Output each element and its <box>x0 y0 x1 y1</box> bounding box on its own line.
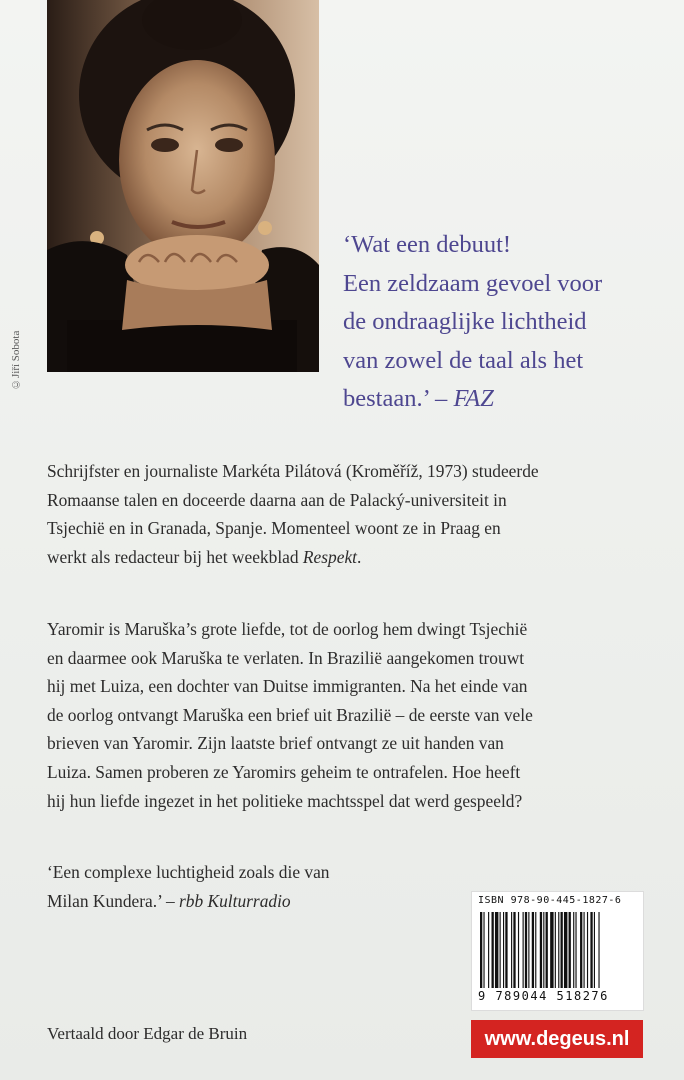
barcode-bar <box>495 912 498 988</box>
author-portrait-illustration <box>47 0 319 372</box>
barcode-bar <box>532 912 534 988</box>
summary-line: brieven van Yaromir. Zijn laatste brief ontvangt ze uit handen van <box>47 733 504 754</box>
barcode-bar <box>590 912 592 988</box>
barcode-bar <box>546 912 548 988</box>
quote-line: ‘Wat een debuut! <box>343 231 512 258</box>
barcode-bar <box>573 912 574 988</box>
bio-line <box>47 543 667 572</box>
barcode-bar <box>523 912 524 988</box>
quote-source: FAZ <box>453 385 494 412</box>
quote-line: van zowel de taal als het <box>343 346 584 374</box>
barcode-bar <box>518 912 519 988</box>
review-source: rbb Kulturradio <box>179 890 291 911</box>
barcode-bar <box>564 912 567 988</box>
summary-line: hij met Luiza, een dochter van Duitse immigranten. Na het einde van <box>47 676 528 697</box>
barcode-bar <box>558 912 559 988</box>
barcode-bar <box>528 912 529 988</box>
barcode-bar <box>540 912 542 988</box>
author-bio <box>47 457 667 571</box>
review-text: Milan Kundera.’ – <box>47 890 179 911</box>
barcode-bar <box>492 912 494 988</box>
summary-line: hij hun liefde ingezet in het politieke machtsspel dat werd gespeeld? <box>47 790 523 811</box>
barcode-bar <box>561 912 563 988</box>
barcode-bar <box>535 912 536 988</box>
isbn-label: ISBN 978-90-445-1827-6 <box>478 895 622 906</box>
photo-credit: ©Jiří Sobota <box>10 330 22 390</box>
quote-line <box>343 380 673 419</box>
barcode-bar <box>525 912 527 988</box>
barcode-bar <box>480 912 482 988</box>
barcode-bar <box>598 912 599 988</box>
barcode-bar <box>594 912 595 988</box>
barcode-bar <box>511 912 512 988</box>
isbn-barcode <box>471 891 644 1011</box>
press-quote <box>343 226 673 419</box>
barcode-bar <box>488 912 489 988</box>
barcode-bar <box>584 912 585 988</box>
bio-text: . <box>357 546 362 567</box>
bio-line: Romaanse talen en doceerde daarna aan de Palacký-universiteit in <box>47 489 507 510</box>
barcode-bar <box>483 912 484 988</box>
quote-line: Een zeldzaam gevoel voor <box>343 269 603 297</box>
summary-line: Yaromir is Maruška’s grote liefde, tot de oorlog hem dwingt Tsjechië <box>47 619 528 639</box>
barcode-bar <box>587 912 588 988</box>
barcode-bar <box>569 912 571 988</box>
bio-line: Schrijfster en journaliste Markéta Pilátová (Kroměříž, 1973) studeerde <box>47 461 539 481</box>
barcode-bar <box>500 912 501 988</box>
summary-line: de oorlog ontvangt Maruška een brief uit Brazilië – de eerste van vele <box>47 704 533 725</box>
publisher-website[interactable]: www.degeus.nl <box>471 1020 643 1058</box>
quote-last-line: bestaan.’ – <box>343 385 454 412</box>
bio-text: werkt als redacteur bij het weekblad <box>47 546 303 567</box>
magazine-name: Respekt <box>302 546 357 567</box>
barcode-bar <box>505 912 507 988</box>
author-photo <box>47 0 319 372</box>
barcode-bar <box>503 912 504 988</box>
review-line: ‘Een complexe luchtigheid zoals die van <box>47 862 330 882</box>
bio-line: Tsjechië en in Granada, Spanje. Momenteel woont ze in Praag en <box>47 518 501 539</box>
barcode-bar <box>555 912 556 988</box>
book-summary <box>47 615 667 815</box>
isbn-digits: 9 789044 518276 <box>478 989 609 1003</box>
summary-line: en daarmee ook Maruška te verlaten. In Brazilië aangekomen trouwt <box>47 647 525 668</box>
barcode-bar <box>575 912 576 988</box>
summary-line: Luiza. Samen proberen ze Yaromirs geheim te ontrafelen. Hoe heeft <box>47 761 521 782</box>
barcode-bar <box>543 912 544 988</box>
translator-credit: Vertaald door Edgar de Bruin <box>47 1024 248 1043</box>
barcode-bar <box>513 912 515 988</box>
barcode-bars <box>478 912 636 988</box>
barcode-bar <box>550 912 553 988</box>
quote-line: de ondraaglijke lichtheid <box>343 308 587 335</box>
barcode-bar <box>580 912 582 988</box>
